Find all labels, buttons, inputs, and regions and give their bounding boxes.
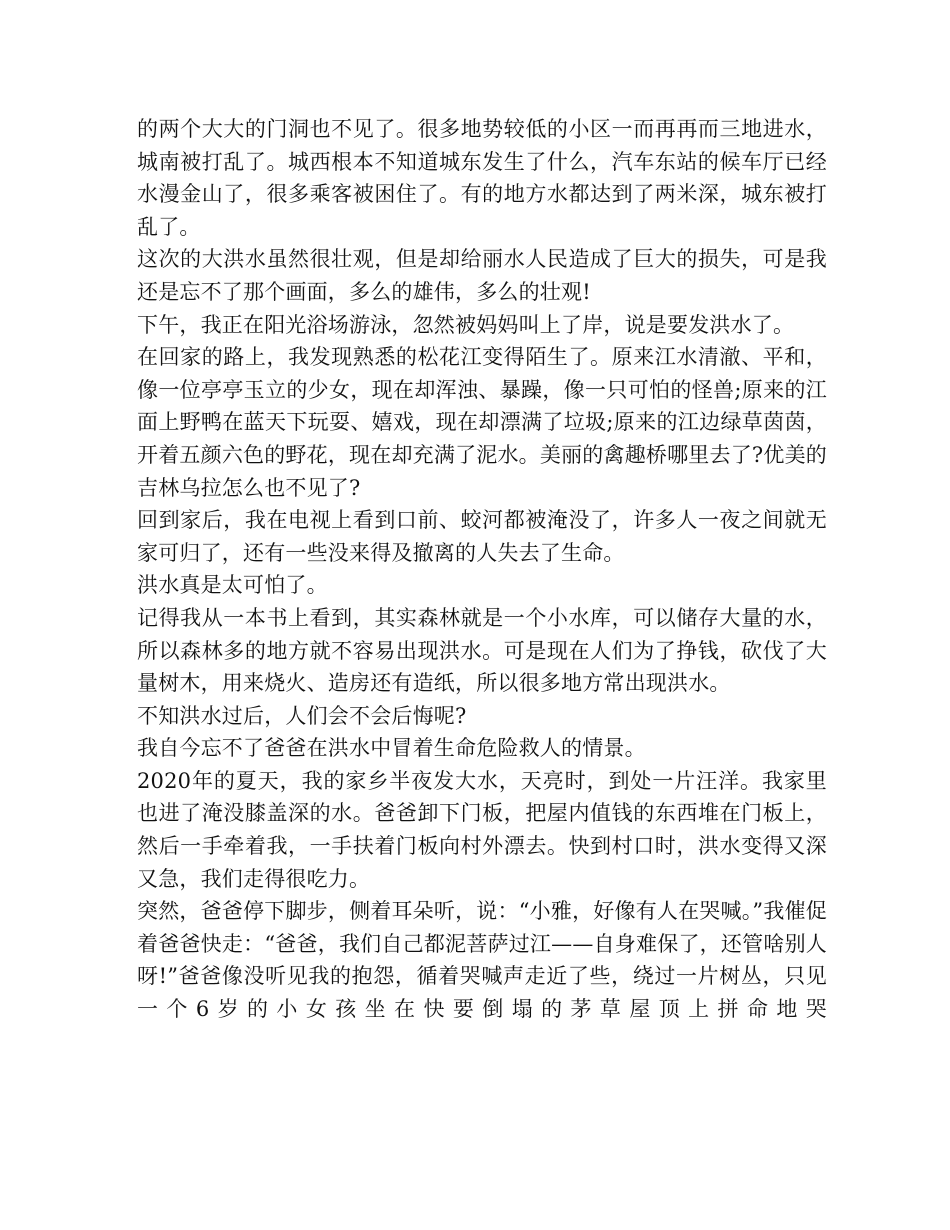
paragraph: 记得我从一本书上看到，其实森林就是一个小水库，可以储存大量的水，所以森林多的地方就不容易出现洪水。可是现在人们为了挣钱，砍伐了大量树木，用来烧火、造房还有造纸，所以很多地方常出现洪水。 [137, 605, 827, 696]
paragraph: 不知洪水过后，人们会不会后悔呢? [137, 703, 467, 728]
paragraph: 下午，我正在阳光浴场游泳，忽然被妈妈叫上了岸，说是要发洪水了。 [137, 312, 795, 337]
paragraph: 这次的大洪水虽然很壮观，但是却给丽水人民造成了巨大的损失，可是我还是忘不了那个画面，多么的雄伟，多么的壮观! [137, 247, 827, 304]
paragraph: 的两个大大的门洞也不见了。很多地势较低的小区一而再再而三地进水，城南被打乱了。城西根本不知道城东发生了什么，汽车东站的候车厅已经水漫金山了，很多乘客被困住了。有的地方水都达到了两米深，城东被打乱了。 [137, 117, 827, 239]
paragraph: 回到家后，我在电视上看到口前、蛟河都被淹没了，许多人一夜之间就无家可归了，还有一些没来得及撤离的人失去了生命。 [137, 508, 827, 565]
paragraph: 洪水真是太可怕了。 [137, 573, 328, 598]
paragraph: 2020年的夏天，我的家乡半夜发大水，天亮时，到处一片汪洋。我家里也进了淹没膝盖深的水。爸爸卸下门板，把屋内值钱的东西堆在门板上，然后一手牵着我，一手扶着门板向村外漂去。快到村口时，洪水变得又深又急，我们走得很吃力。 [137, 768, 827, 891]
paragraph: 我自今忘不了爸爸在洪水中冒着生命危险救人的情景。 [137, 736, 646, 761]
document-body [137, 113, 827, 1026]
paragraph: 突然，爸爸停下脚步，侧着耳朵听，说：“小雅，好像有人在哭喊。”我催促着爸爸快走：“爸爸，我们自己都泥菩萨过江——自身难保了，还管啥别人呀!”爸爸像没听见我的抱怨，循着哭喊声走近了些，绕过一片树丛，只见一个6岁的小女孩坐在快要倒塌的茅草屋顶上拼命地哭 [137, 899, 827, 1022]
paragraph: 在回家的路上，我发现熟悉的松花江变得陌生了。原来江水清澈、平和，像一位亭亭玉立的少女，现在却浑浊、暴躁，像一只可怕的怪兽;原来的江面上野鸭在蓝天下玩耍、嬉戏，现在却漂满了垃圾;原来的江边绿草茵茵，开着五颜六色的野花，现在却充满了泥水。美丽的禽趣桥哪里去了?优美的吉林乌拉怎么也不见了? [137, 345, 827, 500]
